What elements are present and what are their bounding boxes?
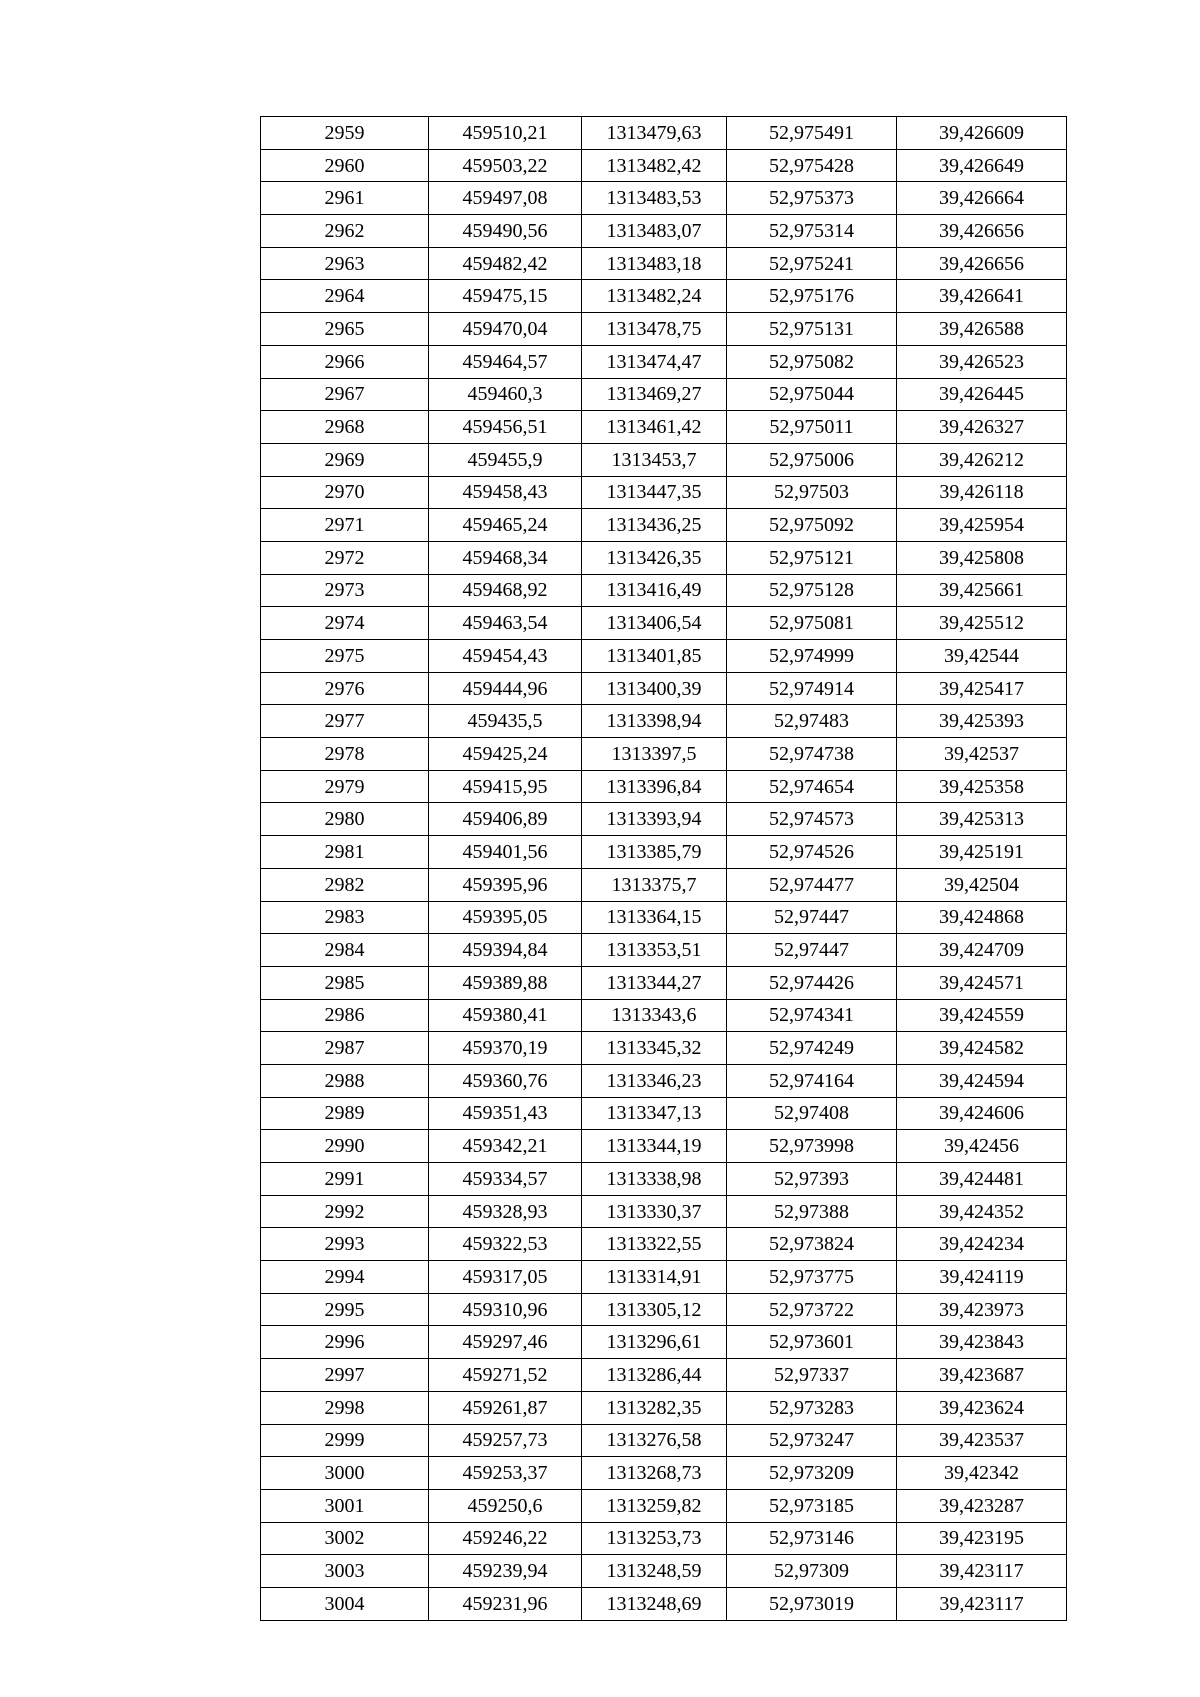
y-coordinate-cell: 1313453,7 bbox=[582, 443, 727, 476]
table-row bbox=[261, 476, 1067, 509]
y-coordinate-cell: 1313353,51 bbox=[582, 934, 727, 967]
table-row bbox=[261, 868, 1067, 901]
x-coordinate-cell: 459497,08 bbox=[429, 182, 582, 215]
table-row bbox=[261, 574, 1067, 607]
longitude-cell: 39,426609 bbox=[897, 117, 1067, 150]
table-row bbox=[261, 672, 1067, 705]
latitude-cell: 52,974164 bbox=[727, 1064, 897, 1097]
y-coordinate-cell: 1313345,32 bbox=[582, 1032, 727, 1065]
longitude-cell: 39,426118 bbox=[897, 476, 1067, 509]
longitude-cell: 39,423843 bbox=[897, 1326, 1067, 1359]
latitude-cell: 52,975011 bbox=[727, 411, 897, 444]
longitude-cell: 39,42504 bbox=[897, 868, 1067, 901]
latitude-cell: 52,975428 bbox=[727, 149, 897, 182]
x-coordinate-cell: 459334,57 bbox=[429, 1163, 582, 1196]
x-coordinate-cell: 459444,96 bbox=[429, 672, 582, 705]
coordinates-table bbox=[260, 116, 1067, 1621]
latitude-cell: 52,975121 bbox=[727, 541, 897, 574]
table-row bbox=[261, 1097, 1067, 1130]
latitude-cell: 52,975314 bbox=[727, 215, 897, 248]
point-number-cell: 2965 bbox=[261, 313, 429, 346]
longitude-cell: 39,426656 bbox=[897, 215, 1067, 248]
y-coordinate-cell: 1313396,84 bbox=[582, 770, 727, 803]
table-row bbox=[261, 541, 1067, 574]
latitude-cell: 52,974914 bbox=[727, 672, 897, 705]
point-number-cell: 2966 bbox=[261, 345, 429, 378]
point-number-cell: 2971 bbox=[261, 509, 429, 542]
longitude-cell: 39,425808 bbox=[897, 541, 1067, 574]
point-number-cell: 2993 bbox=[261, 1228, 429, 1261]
table-row bbox=[261, 966, 1067, 999]
y-coordinate-cell: 1313276,58 bbox=[582, 1424, 727, 1457]
x-coordinate-cell: 459406,89 bbox=[429, 803, 582, 836]
point-number-cell: 2975 bbox=[261, 640, 429, 673]
x-coordinate-cell: 459389,88 bbox=[429, 966, 582, 999]
y-coordinate-cell: 1313385,79 bbox=[582, 836, 727, 869]
y-coordinate-cell: 1313400,39 bbox=[582, 672, 727, 705]
y-coordinate-cell: 1313469,27 bbox=[582, 378, 727, 411]
table-row bbox=[261, 770, 1067, 803]
latitude-cell: 52,97388 bbox=[727, 1195, 897, 1228]
y-coordinate-cell: 1313482,42 bbox=[582, 149, 727, 182]
table-row bbox=[261, 1228, 1067, 1261]
point-number-cell: 2980 bbox=[261, 803, 429, 836]
x-coordinate-cell: 459360,76 bbox=[429, 1064, 582, 1097]
table-row bbox=[261, 509, 1067, 542]
y-coordinate-cell: 1313347,13 bbox=[582, 1097, 727, 1130]
y-coordinate-cell: 1313364,15 bbox=[582, 901, 727, 934]
x-coordinate-cell: 459246,22 bbox=[429, 1522, 582, 1555]
latitude-cell: 52,975128 bbox=[727, 574, 897, 607]
table-row bbox=[261, 901, 1067, 934]
point-number-cell: 2976 bbox=[261, 672, 429, 705]
latitude-cell: 52,97309 bbox=[727, 1555, 897, 1588]
latitude-cell: 52,975491 bbox=[727, 117, 897, 150]
y-coordinate-cell: 1313305,12 bbox=[582, 1293, 727, 1326]
x-coordinate-cell: 459310,96 bbox=[429, 1293, 582, 1326]
x-coordinate-cell: 459271,52 bbox=[429, 1359, 582, 1392]
table-row bbox=[261, 934, 1067, 967]
longitude-cell: 39,423117 bbox=[897, 1587, 1067, 1620]
table-row bbox=[261, 313, 1067, 346]
y-coordinate-cell: 1313461,42 bbox=[582, 411, 727, 444]
y-coordinate-cell: 1313375,7 bbox=[582, 868, 727, 901]
longitude-cell: 39,426641 bbox=[897, 280, 1067, 313]
table-row bbox=[261, 280, 1067, 313]
table-row bbox=[261, 640, 1067, 673]
x-coordinate-cell: 459458,43 bbox=[429, 476, 582, 509]
y-coordinate-cell: 1313483,07 bbox=[582, 215, 727, 248]
table-row bbox=[261, 1064, 1067, 1097]
latitude-cell: 52,975082 bbox=[727, 345, 897, 378]
x-coordinate-cell: 459297,46 bbox=[429, 1326, 582, 1359]
longitude-cell: 39,425358 bbox=[897, 770, 1067, 803]
table-row bbox=[261, 705, 1067, 738]
x-coordinate-cell: 459464,57 bbox=[429, 345, 582, 378]
coordinates-table-body bbox=[261, 117, 1067, 1621]
table-row bbox=[261, 1326, 1067, 1359]
x-coordinate-cell: 459463,54 bbox=[429, 607, 582, 640]
point-number-cell: 2999 bbox=[261, 1424, 429, 1457]
x-coordinate-cell: 459482,42 bbox=[429, 247, 582, 280]
longitude-cell: 39,424594 bbox=[897, 1064, 1067, 1097]
table-row bbox=[261, 1359, 1067, 1392]
y-coordinate-cell: 1313436,25 bbox=[582, 509, 727, 542]
y-coordinate-cell: 1313479,63 bbox=[582, 117, 727, 150]
point-number-cell: 2967 bbox=[261, 378, 429, 411]
x-coordinate-cell: 459328,93 bbox=[429, 1195, 582, 1228]
point-number-cell: 2969 bbox=[261, 443, 429, 476]
table-row bbox=[261, 1424, 1067, 1457]
x-coordinate-cell: 459503,22 bbox=[429, 149, 582, 182]
table-row bbox=[261, 1587, 1067, 1620]
longitude-cell: 39,424606 bbox=[897, 1097, 1067, 1130]
point-number-cell: 2991 bbox=[261, 1163, 429, 1196]
longitude-cell: 39,42342 bbox=[897, 1457, 1067, 1490]
x-coordinate-cell: 459468,34 bbox=[429, 541, 582, 574]
x-coordinate-cell: 459250,6 bbox=[429, 1489, 582, 1522]
latitude-cell: 52,974526 bbox=[727, 836, 897, 869]
y-coordinate-cell: 1313397,5 bbox=[582, 738, 727, 771]
x-coordinate-cell: 459475,15 bbox=[429, 280, 582, 313]
x-coordinate-cell: 459317,05 bbox=[429, 1261, 582, 1294]
latitude-cell: 52,974654 bbox=[727, 770, 897, 803]
y-coordinate-cell: 1313406,54 bbox=[582, 607, 727, 640]
point-number-cell: 2989 bbox=[261, 1097, 429, 1130]
x-coordinate-cell: 459395,96 bbox=[429, 868, 582, 901]
table-row bbox=[261, 149, 1067, 182]
longitude-cell: 39,426588 bbox=[897, 313, 1067, 346]
table-row bbox=[261, 1522, 1067, 1555]
x-coordinate-cell: 459322,53 bbox=[429, 1228, 582, 1261]
table-row bbox=[261, 215, 1067, 248]
y-coordinate-cell: 1313282,35 bbox=[582, 1391, 727, 1424]
latitude-cell: 52,974477 bbox=[727, 868, 897, 901]
x-coordinate-cell: 459468,92 bbox=[429, 574, 582, 607]
y-coordinate-cell: 1313248,69 bbox=[582, 1587, 727, 1620]
point-number-cell: 2968 bbox=[261, 411, 429, 444]
y-coordinate-cell: 1313248,59 bbox=[582, 1555, 727, 1588]
x-coordinate-cell: 459257,73 bbox=[429, 1424, 582, 1457]
x-coordinate-cell: 459231,96 bbox=[429, 1587, 582, 1620]
longitude-cell: 39,423687 bbox=[897, 1359, 1067, 1392]
point-number-cell: 2960 bbox=[261, 149, 429, 182]
longitude-cell: 39,425954 bbox=[897, 509, 1067, 542]
latitude-cell: 52,97483 bbox=[727, 705, 897, 738]
latitude-cell: 52,973824 bbox=[727, 1228, 897, 1261]
latitude-cell: 52,974738 bbox=[727, 738, 897, 771]
latitude-cell: 52,973775 bbox=[727, 1261, 897, 1294]
latitude-cell: 52,975092 bbox=[727, 509, 897, 542]
point-number-cell: 2959 bbox=[261, 117, 429, 150]
y-coordinate-cell: 1313286,44 bbox=[582, 1359, 727, 1392]
point-number-cell: 2987 bbox=[261, 1032, 429, 1065]
table-row bbox=[261, 1489, 1067, 1522]
longitude-cell: 39,42456 bbox=[897, 1130, 1067, 1163]
point-number-cell: 2994 bbox=[261, 1261, 429, 1294]
table-row bbox=[261, 1032, 1067, 1065]
longitude-cell: 39,423537 bbox=[897, 1424, 1067, 1457]
point-number-cell: 2985 bbox=[261, 966, 429, 999]
x-coordinate-cell: 459253,37 bbox=[429, 1457, 582, 1490]
point-number-cell: 2988 bbox=[261, 1064, 429, 1097]
y-coordinate-cell: 1313483,53 bbox=[582, 182, 727, 215]
y-coordinate-cell: 1313296,61 bbox=[582, 1326, 727, 1359]
y-coordinate-cell: 1313338,98 bbox=[582, 1163, 727, 1196]
latitude-cell: 52,975176 bbox=[727, 280, 897, 313]
x-coordinate-cell: 459510,21 bbox=[429, 117, 582, 150]
longitude-cell: 39,425661 bbox=[897, 574, 1067, 607]
latitude-cell: 52,973146 bbox=[727, 1522, 897, 1555]
y-coordinate-cell: 1313268,73 bbox=[582, 1457, 727, 1490]
longitude-cell: 39,424481 bbox=[897, 1163, 1067, 1196]
y-coordinate-cell: 1313474,47 bbox=[582, 345, 727, 378]
x-coordinate-cell: 459435,5 bbox=[429, 705, 582, 738]
table-row bbox=[261, 411, 1067, 444]
longitude-cell: 39,423195 bbox=[897, 1522, 1067, 1555]
latitude-cell: 52,97503 bbox=[727, 476, 897, 509]
y-coordinate-cell: 1313344,27 bbox=[582, 966, 727, 999]
longitude-cell: 39,426649 bbox=[897, 149, 1067, 182]
latitude-cell: 52,973247 bbox=[727, 1424, 897, 1457]
y-coordinate-cell: 1313482,24 bbox=[582, 280, 727, 313]
table-row bbox=[261, 1293, 1067, 1326]
point-number-cell: 2961 bbox=[261, 182, 429, 215]
table-row bbox=[261, 182, 1067, 215]
longitude-cell: 39,424709 bbox=[897, 934, 1067, 967]
point-number-cell: 2963 bbox=[261, 247, 429, 280]
y-coordinate-cell: 1313478,75 bbox=[582, 313, 727, 346]
x-coordinate-cell: 459460,3 bbox=[429, 378, 582, 411]
x-coordinate-cell: 459425,24 bbox=[429, 738, 582, 771]
table-row bbox=[261, 117, 1067, 150]
longitude-cell: 39,42544 bbox=[897, 640, 1067, 673]
x-coordinate-cell: 459370,19 bbox=[429, 1032, 582, 1065]
y-coordinate-cell: 1313398,94 bbox=[582, 705, 727, 738]
y-coordinate-cell: 1313314,91 bbox=[582, 1261, 727, 1294]
latitude-cell: 52,973209 bbox=[727, 1457, 897, 1490]
x-coordinate-cell: 459455,9 bbox=[429, 443, 582, 476]
latitude-cell: 52,973601 bbox=[727, 1326, 897, 1359]
latitude-cell: 52,97447 bbox=[727, 934, 897, 967]
point-number-cell: 3002 bbox=[261, 1522, 429, 1555]
x-coordinate-cell: 459465,24 bbox=[429, 509, 582, 542]
latitude-cell: 52,975044 bbox=[727, 378, 897, 411]
x-coordinate-cell: 459401,56 bbox=[429, 836, 582, 869]
longitude-cell: 39,425313 bbox=[897, 803, 1067, 836]
y-coordinate-cell: 1313483,18 bbox=[582, 247, 727, 280]
point-number-cell: 2977 bbox=[261, 705, 429, 738]
point-number-cell: 3000 bbox=[261, 1457, 429, 1490]
y-coordinate-cell: 1313401,85 bbox=[582, 640, 727, 673]
longitude-cell: 39,426445 bbox=[897, 378, 1067, 411]
latitude-cell: 52,973998 bbox=[727, 1130, 897, 1163]
point-number-cell: 2962 bbox=[261, 215, 429, 248]
table-row bbox=[261, 1457, 1067, 1490]
longitude-cell: 39,425393 bbox=[897, 705, 1067, 738]
point-number-cell: 2997 bbox=[261, 1359, 429, 1392]
latitude-cell: 52,97408 bbox=[727, 1097, 897, 1130]
y-coordinate-cell: 1313322,55 bbox=[582, 1228, 727, 1261]
longitude-cell: 39,423973 bbox=[897, 1293, 1067, 1326]
longitude-cell: 39,424352 bbox=[897, 1195, 1067, 1228]
longitude-cell: 39,423117 bbox=[897, 1555, 1067, 1588]
latitude-cell: 52,975081 bbox=[727, 607, 897, 640]
longitude-cell: 39,424119 bbox=[897, 1261, 1067, 1294]
latitude-cell: 52,975131 bbox=[727, 313, 897, 346]
table-row bbox=[261, 1130, 1067, 1163]
x-coordinate-cell: 459261,87 bbox=[429, 1391, 582, 1424]
latitude-cell: 52,973283 bbox=[727, 1391, 897, 1424]
longitude-cell: 39,425191 bbox=[897, 836, 1067, 869]
point-number-cell: 3003 bbox=[261, 1555, 429, 1588]
longitude-cell: 39,424559 bbox=[897, 999, 1067, 1032]
latitude-cell: 52,975373 bbox=[727, 182, 897, 215]
latitude-cell: 52,973185 bbox=[727, 1489, 897, 1522]
point-number-cell: 2990 bbox=[261, 1130, 429, 1163]
point-number-cell: 2992 bbox=[261, 1195, 429, 1228]
longitude-cell: 39,426664 bbox=[897, 182, 1067, 215]
table-row bbox=[261, 1195, 1067, 1228]
point-number-cell: 3004 bbox=[261, 1587, 429, 1620]
table-row bbox=[261, 1555, 1067, 1588]
latitude-cell: 52,974341 bbox=[727, 999, 897, 1032]
x-coordinate-cell: 459351,43 bbox=[429, 1097, 582, 1130]
point-number-cell: 2982 bbox=[261, 868, 429, 901]
point-number-cell: 2996 bbox=[261, 1326, 429, 1359]
point-number-cell: 2979 bbox=[261, 770, 429, 803]
y-coordinate-cell: 1313416,49 bbox=[582, 574, 727, 607]
table-row bbox=[261, 443, 1067, 476]
latitude-cell: 52,974249 bbox=[727, 1032, 897, 1065]
point-number-cell: 2970 bbox=[261, 476, 429, 509]
point-number-cell: 2978 bbox=[261, 738, 429, 771]
table-row bbox=[261, 803, 1067, 836]
table-row bbox=[261, 999, 1067, 1032]
y-coordinate-cell: 1313253,73 bbox=[582, 1522, 727, 1555]
latitude-cell: 52,974426 bbox=[727, 966, 897, 999]
latitude-cell: 52,973722 bbox=[727, 1293, 897, 1326]
x-coordinate-cell: 459470,04 bbox=[429, 313, 582, 346]
table-row bbox=[261, 836, 1067, 869]
point-number-cell: 2981 bbox=[261, 836, 429, 869]
point-number-cell: 2998 bbox=[261, 1391, 429, 1424]
point-number-cell: 2964 bbox=[261, 280, 429, 313]
x-coordinate-cell: 459394,84 bbox=[429, 934, 582, 967]
point-number-cell: 2995 bbox=[261, 1293, 429, 1326]
latitude-cell: 52,974999 bbox=[727, 640, 897, 673]
latitude-cell: 52,975006 bbox=[727, 443, 897, 476]
x-coordinate-cell: 459415,95 bbox=[429, 770, 582, 803]
point-number-cell: 3001 bbox=[261, 1489, 429, 1522]
y-coordinate-cell: 1313330,37 bbox=[582, 1195, 727, 1228]
y-coordinate-cell: 1313346,23 bbox=[582, 1064, 727, 1097]
longitude-cell: 39,424234 bbox=[897, 1228, 1067, 1261]
table-row bbox=[261, 345, 1067, 378]
y-coordinate-cell: 1313393,94 bbox=[582, 803, 727, 836]
table-row bbox=[261, 738, 1067, 771]
point-number-cell: 2973 bbox=[261, 574, 429, 607]
x-coordinate-cell: 459380,41 bbox=[429, 999, 582, 1032]
point-number-cell: 2983 bbox=[261, 901, 429, 934]
y-coordinate-cell: 1313344,19 bbox=[582, 1130, 727, 1163]
longitude-cell: 39,425512 bbox=[897, 607, 1067, 640]
longitude-cell: 39,42537 bbox=[897, 738, 1067, 771]
x-coordinate-cell: 459239,94 bbox=[429, 1555, 582, 1588]
x-coordinate-cell: 459395,05 bbox=[429, 901, 582, 934]
longitude-cell: 39,423287 bbox=[897, 1489, 1067, 1522]
table-row bbox=[261, 1261, 1067, 1294]
x-coordinate-cell: 459342,21 bbox=[429, 1130, 582, 1163]
y-coordinate-cell: 1313426,35 bbox=[582, 541, 727, 574]
longitude-cell: 39,424571 bbox=[897, 966, 1067, 999]
x-coordinate-cell: 459456,51 bbox=[429, 411, 582, 444]
y-coordinate-cell: 1313343,6 bbox=[582, 999, 727, 1032]
longitude-cell: 39,426327 bbox=[897, 411, 1067, 444]
latitude-cell: 52,975241 bbox=[727, 247, 897, 280]
point-number-cell: 2974 bbox=[261, 607, 429, 640]
table-row bbox=[261, 378, 1067, 411]
point-number-cell: 2972 bbox=[261, 541, 429, 574]
y-coordinate-cell: 1313447,35 bbox=[582, 476, 727, 509]
latitude-cell: 52,97447 bbox=[727, 901, 897, 934]
longitude-cell: 39,424582 bbox=[897, 1032, 1067, 1065]
latitude-cell: 52,973019 bbox=[727, 1587, 897, 1620]
longitude-cell: 39,426212 bbox=[897, 443, 1067, 476]
point-number-cell: 2984 bbox=[261, 934, 429, 967]
table-row bbox=[261, 607, 1067, 640]
table-row bbox=[261, 1163, 1067, 1196]
longitude-cell: 39,426523 bbox=[897, 345, 1067, 378]
longitude-cell: 39,426656 bbox=[897, 247, 1067, 280]
latitude-cell: 52,97337 bbox=[727, 1359, 897, 1392]
x-coordinate-cell: 459454,43 bbox=[429, 640, 582, 673]
longitude-cell: 39,425417 bbox=[897, 672, 1067, 705]
table-row bbox=[261, 247, 1067, 280]
longitude-cell: 39,424868 bbox=[897, 901, 1067, 934]
y-coordinate-cell: 1313259,82 bbox=[582, 1489, 727, 1522]
point-number-cell: 2986 bbox=[261, 999, 429, 1032]
latitude-cell: 52,974573 bbox=[727, 803, 897, 836]
longitude-cell: 39,423624 bbox=[897, 1391, 1067, 1424]
latitude-cell: 52,97393 bbox=[727, 1163, 897, 1196]
table-row bbox=[261, 1391, 1067, 1424]
x-coordinate-cell: 459490,56 bbox=[429, 215, 582, 248]
